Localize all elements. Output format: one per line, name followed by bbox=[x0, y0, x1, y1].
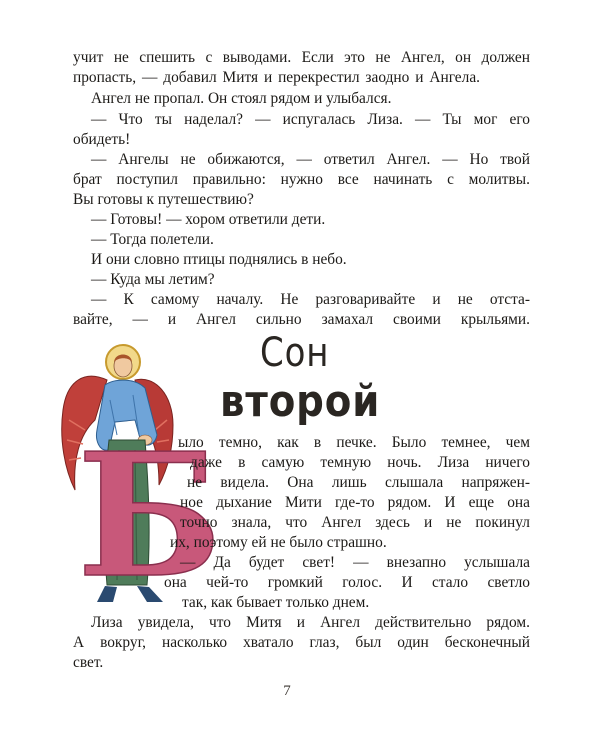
text-line: так, как бывает только днем. bbox=[182, 594, 370, 611]
text-line: Ангел не пропал. Он стоял рядом и улыбался. bbox=[91, 90, 392, 107]
text-line: — Готовы! — хором ответили дети. bbox=[91, 211, 326, 228]
text-line: брат поступил правильно: нужно все начинать с молитвы. bbox=[73, 171, 530, 188]
text-line: А вокруг, насколько хватало глаз, был один бесконечный bbox=[73, 634, 530, 651]
chapter-heading-line1: Сон bbox=[260, 330, 330, 376]
text-line: учит не спешить с выводами. Если это не Ангел, он должен bbox=[73, 49, 530, 66]
text-line: их, поэтому ей не было страшно. bbox=[170, 534, 387, 551]
text-line: она чей-то громкий голос. И стало светло bbox=[164, 574, 530, 591]
text-line: точно знала, что Ангел здесь и не покинул bbox=[180, 514, 530, 531]
text-line: — Ангелы не обижаются, — ответил Ангел. — Но твой bbox=[91, 151, 530, 168]
text-line: даже в самую темную ночь. Лиза ничего bbox=[190, 454, 530, 471]
text-line: свет. bbox=[73, 654, 104, 671]
text-line: обидеть! bbox=[73, 131, 131, 148]
text-line: Вы готовы к путешествию? bbox=[73, 191, 254, 208]
text-line: ное дыхание Мити где-то рядом. И еще она bbox=[180, 494, 530, 511]
drop-cap-letter: Б bbox=[77, 416, 223, 616]
text-line: — Тогда полетели. bbox=[91, 231, 214, 248]
text-line: Лиза увидела, что Митя и Ангел действительно рядом. bbox=[91, 614, 530, 631]
text-line: ыло темно, как в печке. Было темнее, чем bbox=[178, 434, 530, 451]
text-line: вайте, — и Ангел сильно замахал своими крыльями. bbox=[73, 311, 530, 328]
text-line: И они словно птицы поднялись в небо. bbox=[91, 251, 347, 268]
text-line: — Что ты наделал? — испугалась Лиза. — Ты мог его bbox=[91, 111, 530, 128]
text-line: — К самому началу. Не разговаривайте и не отста- bbox=[91, 291, 530, 308]
text-line: — Куда мы летим? bbox=[91, 271, 215, 288]
text-line: пропасть, — добавил Митя и перекрестил заодно и Ангела. bbox=[73, 69, 480, 86]
text-line: — Да будет свет! — внезапно услышала bbox=[180, 554, 530, 571]
chapter-heading-line2: второй bbox=[220, 376, 381, 427]
page-number: 7 bbox=[283, 683, 291, 699]
text-line: не видела. Она лишь слышала напряжен- bbox=[187, 474, 530, 491]
